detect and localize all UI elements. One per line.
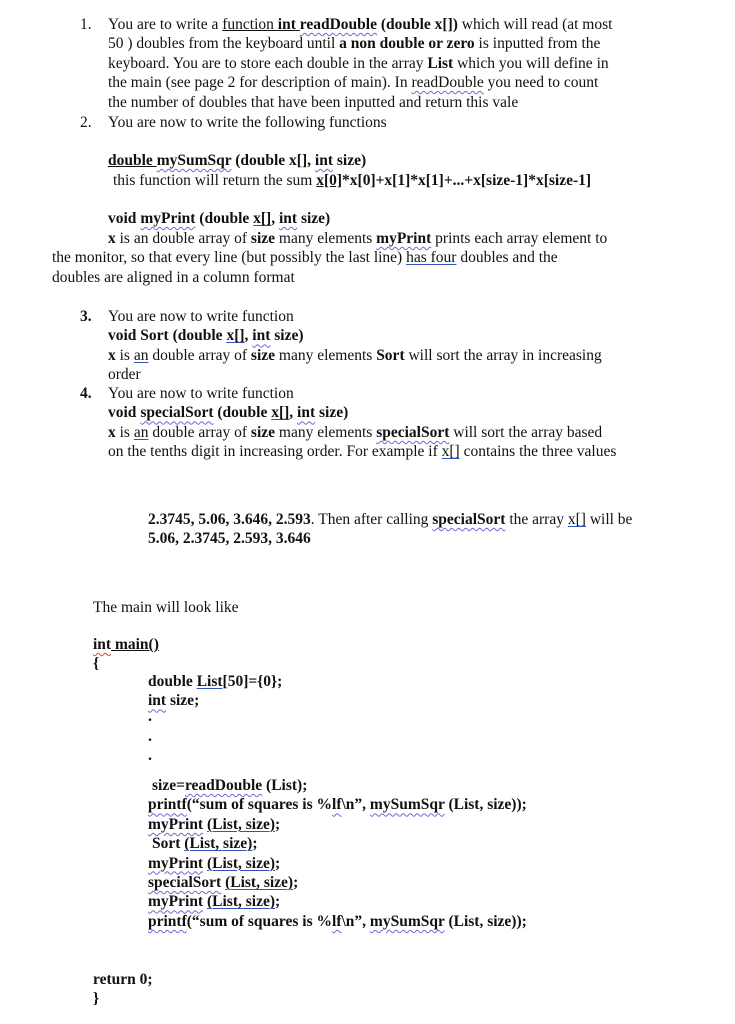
- item-3-text: [108, 307, 602, 385]
- item-2-intro: You are now to write the following functions: [108, 114, 387, 131]
- call-myprint-3: myPrint (List, size);: [148, 893, 281, 911]
- sort-description: x is an double array of size many elements Sort will sort the array in increasing: [108, 346, 602, 364]
- main-header: [93, 635, 159, 674]
- call-myprint-1: myPrint (List, size);: [148, 815, 281, 833]
- ellipsis-dot-2: .: [148, 728, 152, 745]
- main-intro: The main will look like: [93, 599, 239, 616]
- specialsort-example: [148, 510, 632, 549]
- main-signature: int main(): [93, 636, 159, 653]
- myprint-desc-line-1: x is an double array of size many elements myPrint prints each array element to: [108, 230, 608, 247]
- main-declarations: [148, 672, 282, 711]
- example-line-1: 2.3745, 5.06, 3.646, 2.593. Then after calling specialSort the array x[] will be: [148, 511, 633, 528]
- item-1-line-5: the number of doubles that have been inputted and return this vale: [108, 93, 519, 111]
- call-myprint-2: myPrint (List, size);: [148, 854, 281, 872]
- call-printf-2: printf(“sum of squares is %lf\n”, mySumSqr (List, size));: [148, 912, 527, 930]
- specialsort-signature: void specialSort (double x[], int size): [108, 404, 349, 422]
- item-4-intro: You are now to write function: [108, 385, 294, 402]
- item-1-text: [108, 15, 612, 112]
- decl-list: double List[50]={0};: [148, 673, 283, 690]
- call-readdouble: size=readDouble (List);: [152, 777, 308, 794]
- mysumsqr-signature: double mySumSqr (double x[], int size): [108, 152, 367, 169]
- call-sort: Sort (List, size);: [152, 835, 258, 853]
- item-2-number: 2.: [80, 114, 92, 131]
- readdouble-name: readDouble: [299, 16, 377, 33]
- item-1-line-1: You are to write a function int readDouble (double x[]) which will read (at most: [108, 16, 613, 33]
- return-statement: return 0;: [93, 971, 153, 988]
- item-1-line-3: keyboard. You are to store each double in the array List which you will define in: [108, 54, 609, 72]
- item-4-text: [108, 384, 616, 462]
- myprint-desc-line-3: doubles are aligned in a column format: [52, 268, 295, 286]
- decl-size: int size;: [148, 692, 200, 710]
- specialsort-description-2: on the tenths digit in increasing order. For example if x[] contains the three values: [108, 443, 617, 461]
- myprint-signature: void myPrint (double x[], int size): [108, 210, 331, 227]
- item-1-line-4: the main (see page 2 for description of main). In readDouble you need to count: [108, 74, 599, 92]
- myprint-description: [52, 229, 607, 287]
- item-4-number: 4.: [80, 385, 92, 402]
- example-result: 5.06, 2.3745, 2.593, 3.646: [148, 530, 311, 548]
- ellipsis-dot-1: .: [148, 708, 152, 725]
- sort-description-order: order: [108, 366, 141, 384]
- main-close-brace: }: [93, 990, 100, 1008]
- item-3-intro: You are now to write function: [108, 308, 294, 325]
- ellipsis-dot-3: .: [148, 747, 152, 764]
- item-3-number: 3.: [80, 308, 92, 325]
- main-open-brace: {: [93, 655, 100, 673]
- mysumsqr-description: this function will return the sum x[0]*x[0]+x[1]*x[1]+...+x[size-1]*x[size-1]: [113, 172, 592, 189]
- item-1-line-2: 50 ) doubles from the keyboard until a non double or zero is inputted from the: [108, 35, 601, 53]
- call-printf-1: printf(“sum of squares is %lf\n”, mySumSqr (List, size));: [148, 796, 527, 814]
- main-body-calls: [148, 776, 527, 931]
- item-1-number: 1.: [80, 16, 92, 33]
- sort-signature: void Sort (double x[], int size): [108, 327, 304, 345]
- myprint-desc-line-2: the monitor, so that every line (but possibly the last line) has four doubles and the: [52, 249, 558, 267]
- main-footer: [93, 970, 153, 1009]
- specialsort-description: x is an double array of size many elements specialSort will sort the array based: [108, 423, 603, 441]
- call-specialsort: specialSort (List, size);: [148, 874, 299, 892]
